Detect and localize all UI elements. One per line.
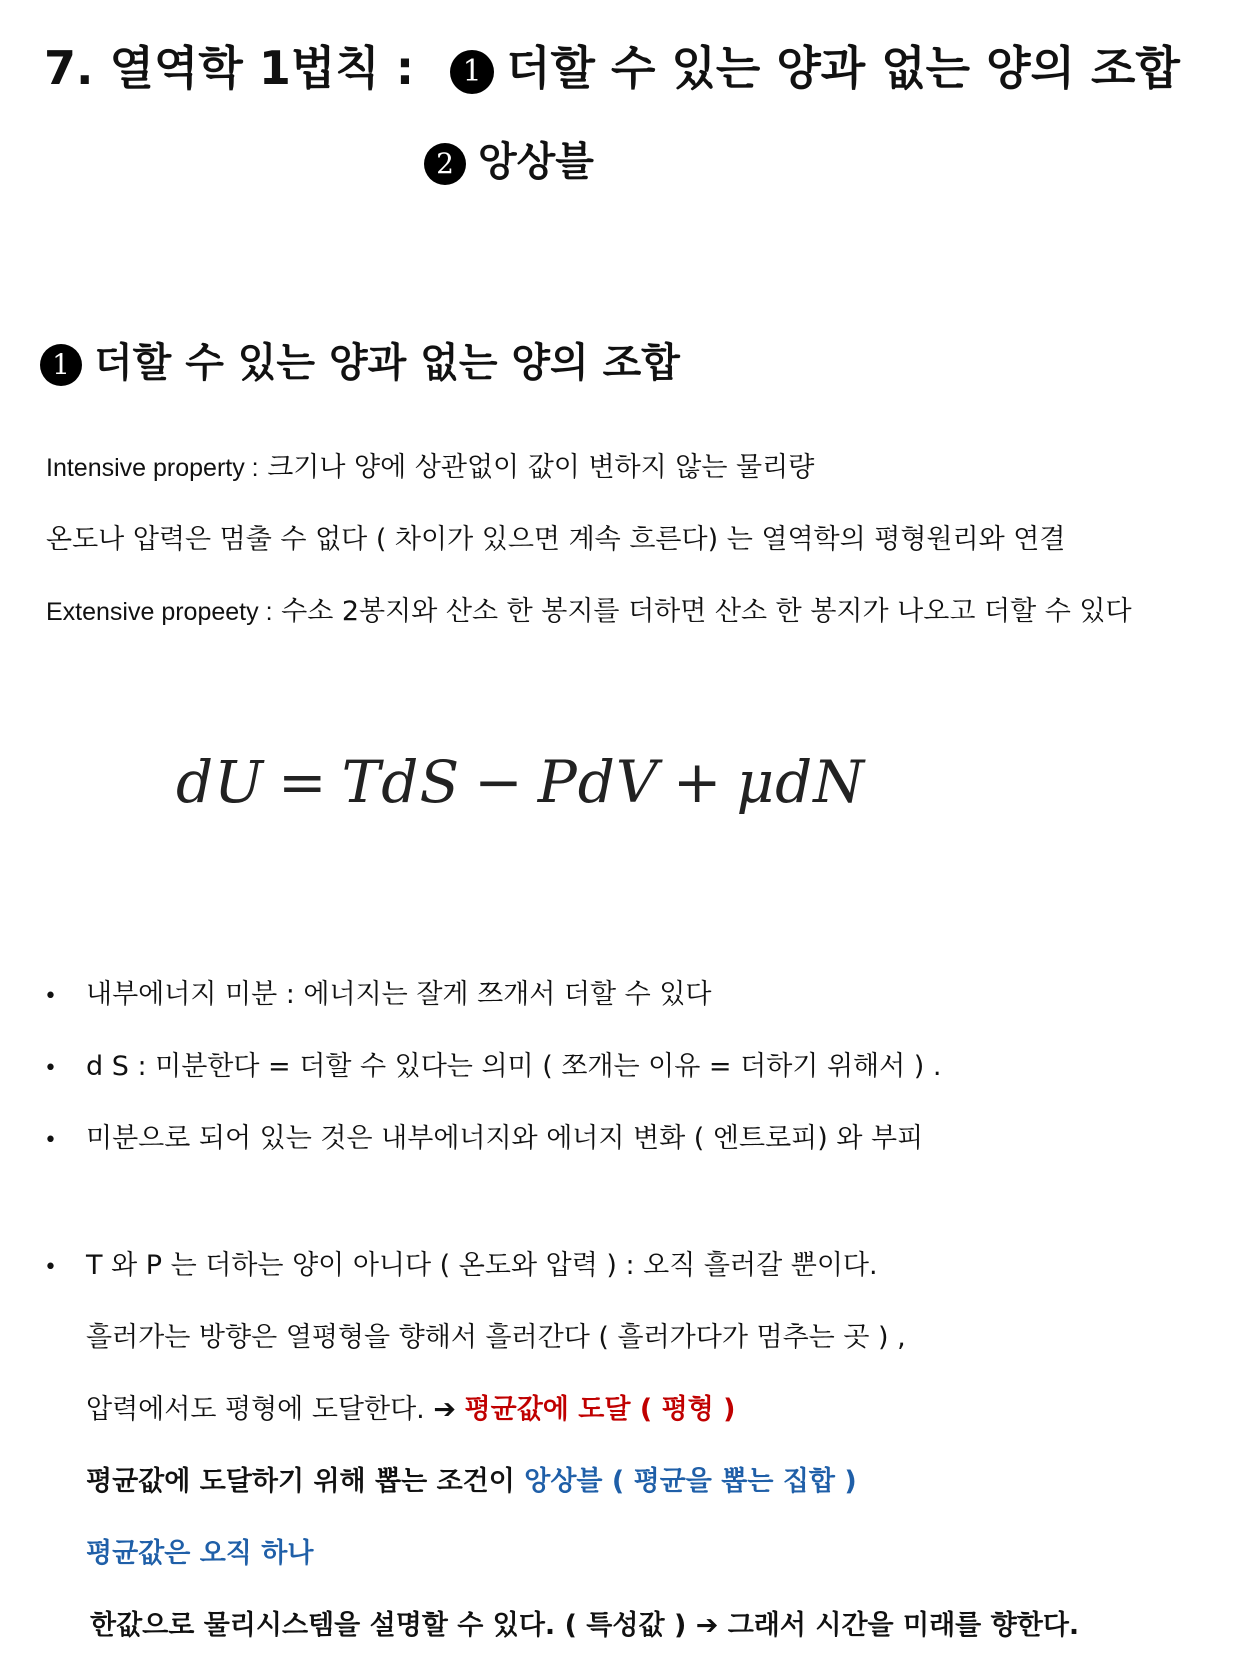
number-two-icon: 2 (424, 143, 466, 185)
detail-line-2 (86, 1390, 735, 1430)
bullet-icon: • (44, 1056, 57, 1081)
highlight-equilibrium: 평균값에 도달 ( 평형 ) (464, 1394, 736, 1425)
paragraph-intensive (46, 448, 814, 488)
number-one-icon: 1 (40, 344, 82, 386)
bullet-text-4: T 와 P 는 더하는 양이 아니다 ( 온도와 압력 ) : 오직 흘러갈 뿐이다. (86, 1250, 878, 1281)
detail-line-3 (86, 1462, 857, 1502)
term-intensive: Intensive property : (46, 454, 259, 482)
title-item-2: 앙상블 (478, 139, 594, 185)
paragraph-extensive (46, 592, 1132, 632)
equation-minus: − (474, 748, 524, 816)
definition-extensive: 수소 2봉지와 산소 한 봉지를 더하면 산소 한 봉지가 나오고 더할 수 있다 (281, 596, 1132, 627)
list-item (44, 1246, 878, 1288)
bullet-text-2: d S : 미분한다 = 더할 수 있다는 의미 ( 쪼개는 이유 = 더하기 위해서 ) . (86, 1051, 942, 1082)
bullet-icon: • (44, 1128, 57, 1153)
detail-line-4: 평균값은 오직 하나 (86, 1538, 314, 1569)
equation-lhs: dU (176, 748, 265, 816)
list-item (44, 975, 711, 1017)
equation-term-tds: TdS (341, 748, 461, 816)
equation-term-pdv: PdV (537, 748, 659, 816)
bullet-icon: • (44, 984, 57, 1009)
paragraph-temperature-pressure: 온도나 압력은 멈출 수 없다 ( 차이가 있으면 계속 흐른다) 는 열역학의 평형원리와 연결 (46, 524, 1066, 555)
section-heading-text: 더할 수 있는 양과 없는 양의 조합 (94, 340, 680, 386)
detail-line-3-text: 평균값에 도달하기 위해 뽑는 조건이 (86, 1466, 515, 1497)
page-title (44, 38, 1180, 98)
definition-intensive: 크기나 양에 상관없이 값이 변하지 않는 물리량 (267, 452, 815, 483)
highlight-ensemble: 앙상블 ( 평균을 뽑는 집합 ) (524, 1466, 857, 1497)
bullet-text-1: 내부에너지 미분 : 에너지는 잘게 쯔개서 더할 수 있다 (86, 979, 712, 1010)
list-item (44, 1047, 941, 1089)
bullet-text-3: 미분으로 되어 있는 것은 내부에너지와 에너지 변화 ( 엔트로피) 와 부피 (86, 1123, 924, 1154)
list-item (44, 1119, 923, 1161)
section-heading (40, 336, 680, 390)
title-subitem (424, 134, 594, 190)
equation-equals: = (278, 748, 328, 816)
equation-plus: + (672, 748, 723, 816)
title-prefix: 7. 열역학 1법칙 : (44, 41, 415, 95)
equation-term-mudn: μdN (736, 748, 866, 816)
detail-line-2-text: 압력에서도 평형에 도달한다. ➔ (86, 1394, 456, 1425)
term-extensive: Extensive propeety : (46, 598, 273, 626)
bullet-icon: • (44, 1255, 57, 1280)
title-item-1: 더할 수 있는 양과 없는 양의 조합 (506, 41, 1180, 95)
detail-line-1: 흘러가는 방향은 열평형을 향해서 흘러간다 ( 흘러가다가 멈추는 곳 ) , (86, 1322, 906, 1353)
detail-line-5: 한값으로 물리시스템을 설명할 수 있다. ( 특성값 ) ➔ 그래서 시간을 미래를 향한다. (90, 1610, 1080, 1641)
number-one-icon: 1 (450, 50, 494, 94)
first-law-equation (176, 748, 865, 816)
